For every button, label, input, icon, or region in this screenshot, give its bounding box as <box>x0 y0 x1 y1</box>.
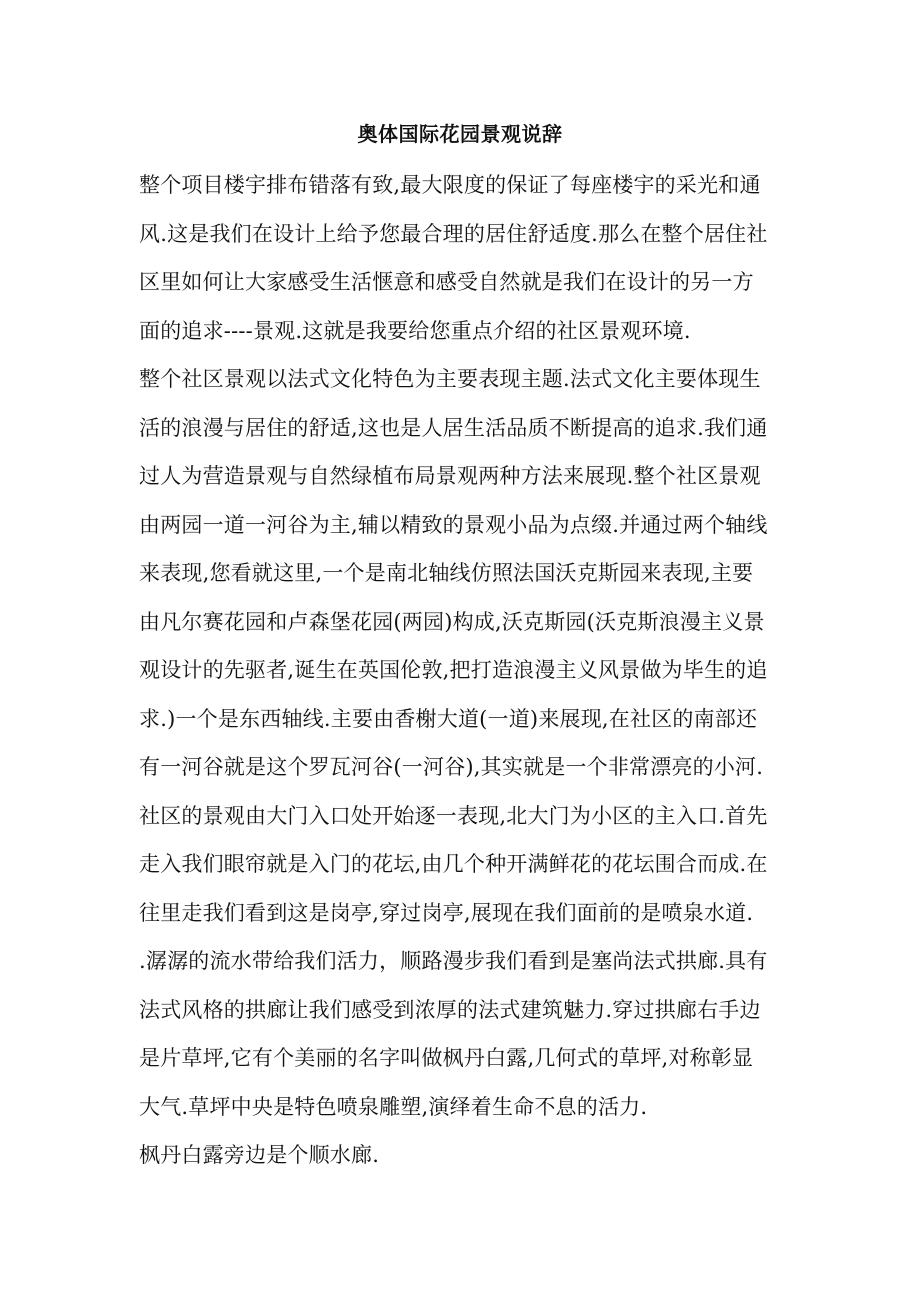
text-line: 风.这是我们在设计上给予您最合理的居住舒适度.那么在整个居住社 <box>139 221 768 246</box>
document-body <box>139 165 787 1184</box>
text-line: 往里走我们看到这是岗亭,穿过岗亭,展现在我们面前的是喷泉水道. <box>139 900 754 925</box>
text-line: 活的浪漫与居住的舒适,这也是人居生活品质不断提高的追求.我们通 <box>139 415 768 440</box>
text-line: 整个项目楼宇排布错落有致,最大限度的保证了每座楼宇的采光和通 <box>139 173 761 197</box>
text-line: 走入我们眼帘就是入门的花坛,由几个种开满鲜花的花坛围合而成.在 <box>139 852 768 876</box>
text-line: .潺潺的流水带给我们活力，顺路漫步我们看到是塞尚法式拱廊.具有 <box>139 949 768 973</box>
text-line: 面的追求----景观.这就是我要给您重点介绍的社区景观环境. <box>139 318 691 343</box>
text-line: 求.)一个是东西轴线.主要由香榭大道(一道)来展现,在社区的南部还 <box>139 706 758 731</box>
text-line: 观设计的先驱者,诞生在英国伦敦,把打造浪漫主义风景做为毕生的追 <box>139 658 768 682</box>
text-line: 枫丹白露旁边是个顺水廊. <box>139 1143 380 1167</box>
text-line: 有一河谷就是这个罗瓦河谷(一河谷),其实就是一个非常漂亮的小河. <box>139 755 764 779</box>
text-line: 整个社区景观以法式文化特色为主要表现主题.法式文化主要体现生 <box>139 367 761 391</box>
text-line: 大气.草坪中央是特色喷泉雕塑,演绎着生命不息的活力. <box>139 1094 648 1119</box>
text-line: 由凡尔赛花园和卢森堡花园(两园)构成,沃克斯园(沃克斯浪漫主义景 <box>139 609 765 634</box>
text-line: 由两园一道一河谷为主,辅以精致的景观小品为点缀.并通过两个轴线 <box>139 512 768 537</box>
text-line: 法式风格的拱廊让我们感受到浓厚的法式建筑魅力.穿过拱廊右手边 <box>139 997 761 1022</box>
document-title: 奥体国际花园景观说辞 <box>357 122 563 146</box>
text-line: 来表现,您看就这里,一个是南北轴线仿照法国沃克斯园来表现,主要 <box>139 561 754 585</box>
text-line: 过人为营造景观与自然绿植布局景观两种方法来展现.整个社区景观 <box>139 464 761 488</box>
text-line: 社区的景观由大门入口处开始逐一表现,北大门为小区的主入口.首先 <box>139 803 768 828</box>
text-line: 是片草坪,它有个美丽的名字叫做枫丹白露,几何式的草坪,对称彰显 <box>139 1046 754 1070</box>
text-line: 区里如何让大家感受生活惬意和感受自然就是我们在设计的另一方 <box>139 270 754 294</box>
